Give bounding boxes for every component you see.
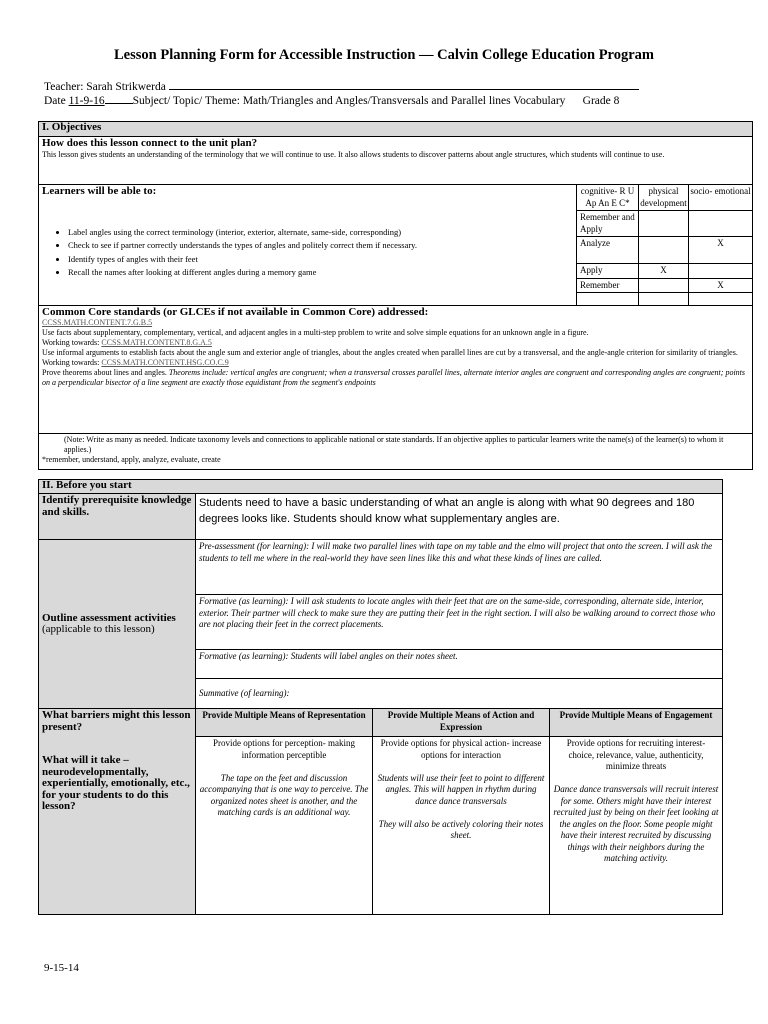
objective-item: • Identify types of angles with their feet: [68, 253, 573, 267]
taxonomy-physical: [639, 237, 689, 264]
taxonomy-socio: [689, 293, 753, 306]
working-towards-label: Working towards:: [42, 358, 100, 368]
taxonomy-socio: X: [689, 278, 753, 293]
teacher-underline: [169, 79, 639, 90]
objective-item: • Recall the names after looking at different angles during a memory game: [68, 266, 573, 280]
working-towards-line: [42, 358, 749, 368]
udl-lead: Provide options for recruiting interest- choice, relevance, value, authenticity, minimize threats: [566, 738, 706, 771]
formative-assessment: Formative (as learning): I will ask students to locate angles with their feet that are on the same-side, corresponding, alternate side, interior, exterior. Their partner will check to make sure they are putting their feet in the right section. I will also be walking around to correct those who are not placing their feet in the correct placements.: [196, 595, 723, 650]
summative-assessment: Summative (of learning):: [196, 679, 723, 709]
standard-text: Use facts about supplementary, complementary, vertical, and adjacent angles in a multi-step problem to write and solve simple equations for an unknown angle in a figure.: [42, 328, 589, 338]
teacher-label: Teacher: Sarah Strikwerda: [44, 81, 166, 93]
taxonomy-cognitive: Apply: [577, 264, 639, 279]
standard-text: Prove theorems about lines and angles. Theorems include: vertical angles are congruent; when a transversal crosses parallel lines, alternate interior angles are congruent and corresponding angles are congruent; points on a perpendicular bisector of a line segment are exactly those equidistant from the segment's endpoints: [42, 368, 746, 388]
objectives-table: [38, 121, 753, 470]
page-title: Lesson Planning Form for Accessible Instruction — Calvin College Education Program: [114, 47, 654, 63]
taxonomy-cognitive: [577, 293, 639, 306]
learners-cell: [39, 185, 577, 306]
date-subject-line: [44, 94, 619, 107]
udl-engagement-cell: [550, 737, 723, 915]
unit-connection-question: How does this lesson connect to the unit plan?: [42, 137, 258, 149]
standard-link[interactable]: CCSS.MATH.CONTENT.8.G.A.5: [101, 338, 212, 348]
taxonomy-cognitive: Remember and Apply: [577, 211, 639, 237]
udl-detail: The tape on the feet and discussion accompanying that is one way to perceive. The organized notes sheet is another, and the matching cards is an additional way.: [199, 772, 369, 817]
before-start-header: II. Before you start: [39, 480, 723, 494]
udl-detail: Dance dance transversals will recruit interest for some. Others might have their interest recruited just by being on their feet looking at the angles on the floor. Some people might have their interest recruited by discussing things with their neighbors during the matching activity.: [553, 784, 719, 863]
udl-lead: Provide options for perception- making information perceptible: [213, 738, 355, 760]
taxonomy-physical: X: [639, 264, 689, 279]
assessment-label-cell: [39, 540, 196, 709]
udl-header-action: Provide Multiple Means of Action and Expression: [373, 709, 550, 737]
assessment-label: Outline assessment activities: [42, 611, 176, 624]
udl-header-engagement: Provide Multiple Means of Engagement: [550, 709, 723, 737]
note-cell: [39, 434, 753, 470]
prereq-label: Identify prerequisite knowledge and skills.: [42, 494, 192, 518]
taxonomy-socio: [689, 211, 753, 237]
taxonomy-cognitive: Analyze: [577, 237, 639, 264]
barriers-label: What barriers might this lesson present?: [42, 709, 191, 733]
udl-action-cell: [373, 737, 550, 915]
date-underline: [105, 94, 133, 104]
formative-assessment: Formative (as learning): Students will label angles on their notes sheet.: [196, 650, 723, 679]
note-text: (Note: Write as many as needed. Indicate taxonomy levels and connections to applicable national or state standards. If an objective applies to particular learners write the name(s) of the learner(s) to whom it applies.): [64, 435, 724, 454]
objectives-header: I. Objectives: [39, 122, 753, 137]
standard-link[interactable]: CCSS.MATH.CONTENT.7.G.B.5: [42, 318, 153, 328]
standard-theorems: Theorems include: vertical angles are congruent; when a transversal crosses parallel lines, alternate interior angles are congruent and corresponding angles are congruent; points on a perpendicular bisector of a line segment are exactly those equidistant from the segment's endpoints: [42, 368, 746, 388]
footer-date: 9-15-14: [44, 962, 79, 974]
learners-label: Learners will be able to:: [42, 185, 157, 197]
udl-header-representation: Provide Multiple Means of Representation: [196, 709, 373, 737]
working-towards-line: [42, 338, 749, 348]
working-towards-label: Working towards:: [42, 338, 100, 348]
udl-lead: Provide options for physical action- increase options for interaction: [380, 738, 542, 760]
common-core-header: Common Core standards (or GLCEs if not available in Common Core) addressed:: [42, 306, 429, 318]
taxonomy-cognitive: Remember: [577, 278, 639, 293]
common-core-cell: [39, 306, 753, 434]
unit-connection-answer: This lesson gives students an understanding of the terminology that we will continue to use. It also allows students to discover patterns about angle structures, which students will continue to use.: [42, 149, 665, 159]
pre-assessment: Pre-assessment (for learning): I will make two parallel lines with tape on my table and the elmo will project that onto the screen. I will ask the students to tell me where in the real-world they have seen lines like this and what these kinds of lines are called.: [196, 540, 723, 595]
grade-label: Grade 8: [582, 95, 620, 107]
taxonomy-header-physical: physical development: [639, 185, 689, 211]
objective-item: • Label angles using the correct terminology (interior, exterior, alternate, same-side, corresponding): [68, 226, 573, 240]
before-you-start-table: [38, 479, 723, 915]
unit-connection-cell: [39, 137, 753, 185]
prereq-text: Students need to have a basic understanding of what an angle is along with what 90 degrees and 180 degrees looks like. Students should know what supplementary angles are.: [196, 494, 723, 540]
objective-item: • Check to see if partner correctly understands the types of angles and politely correct them if necessary.: [68, 239, 573, 253]
taxonomy-header-cognitive: cognitive- R U Ap An E C*: [577, 185, 639, 211]
taxonomy-physical: [639, 293, 689, 306]
date-label: Date: [44, 95, 66, 107]
prereq-label-cell: [39, 494, 196, 540]
teacher-line: [44, 79, 639, 93]
taxonomy-header-socio: socio- emotional: [689, 185, 753, 211]
udl-detail: Students will use their feet to point to different angles. This will happen in rhythm during dance dance transversals: [377, 772, 545, 806]
taxonomy-socio: [689, 264, 753, 279]
objectives-list: [42, 226, 573, 280]
what-will-it-take-label: What will it take – neurodevelopmentally, experientially, emotionally, etc., for your students to do this lesson?: [42, 754, 190, 812]
udl-representation-cell: [196, 737, 373, 915]
assessment-sublabel: (applicable to this lesson): [42, 623, 155, 635]
barriers-label-cell: [39, 709, 196, 915]
date-value: 11-9-16: [68, 95, 105, 107]
taxonomy-physical: [639, 211, 689, 237]
taxonomy-physical: [639, 278, 689, 293]
taxonomy-footnote: *remember, understand, apply, analyze, evaluate, create: [42, 455, 221, 464]
standard-link[interactable]: CCSS.MATH.CONTENT.HSG.CO.C.9: [101, 358, 229, 368]
standard-text: Use informal arguments to establish facts about the angle sum and exterior angle of triangles, about the angles created when parallel lines are cut by a transversal, and the angle-angle criterion for similarity of triangles.: [42, 348, 738, 358]
udl-detail: They will also be actively coloring their notes sheet.: [378, 818, 544, 840]
subject-line: Subject/ Topic/ Theme: Math/Triangles and Angles/Transversals and Parallel lines Vocabulary: [132, 95, 566, 107]
taxonomy-socio: X: [689, 237, 753, 264]
